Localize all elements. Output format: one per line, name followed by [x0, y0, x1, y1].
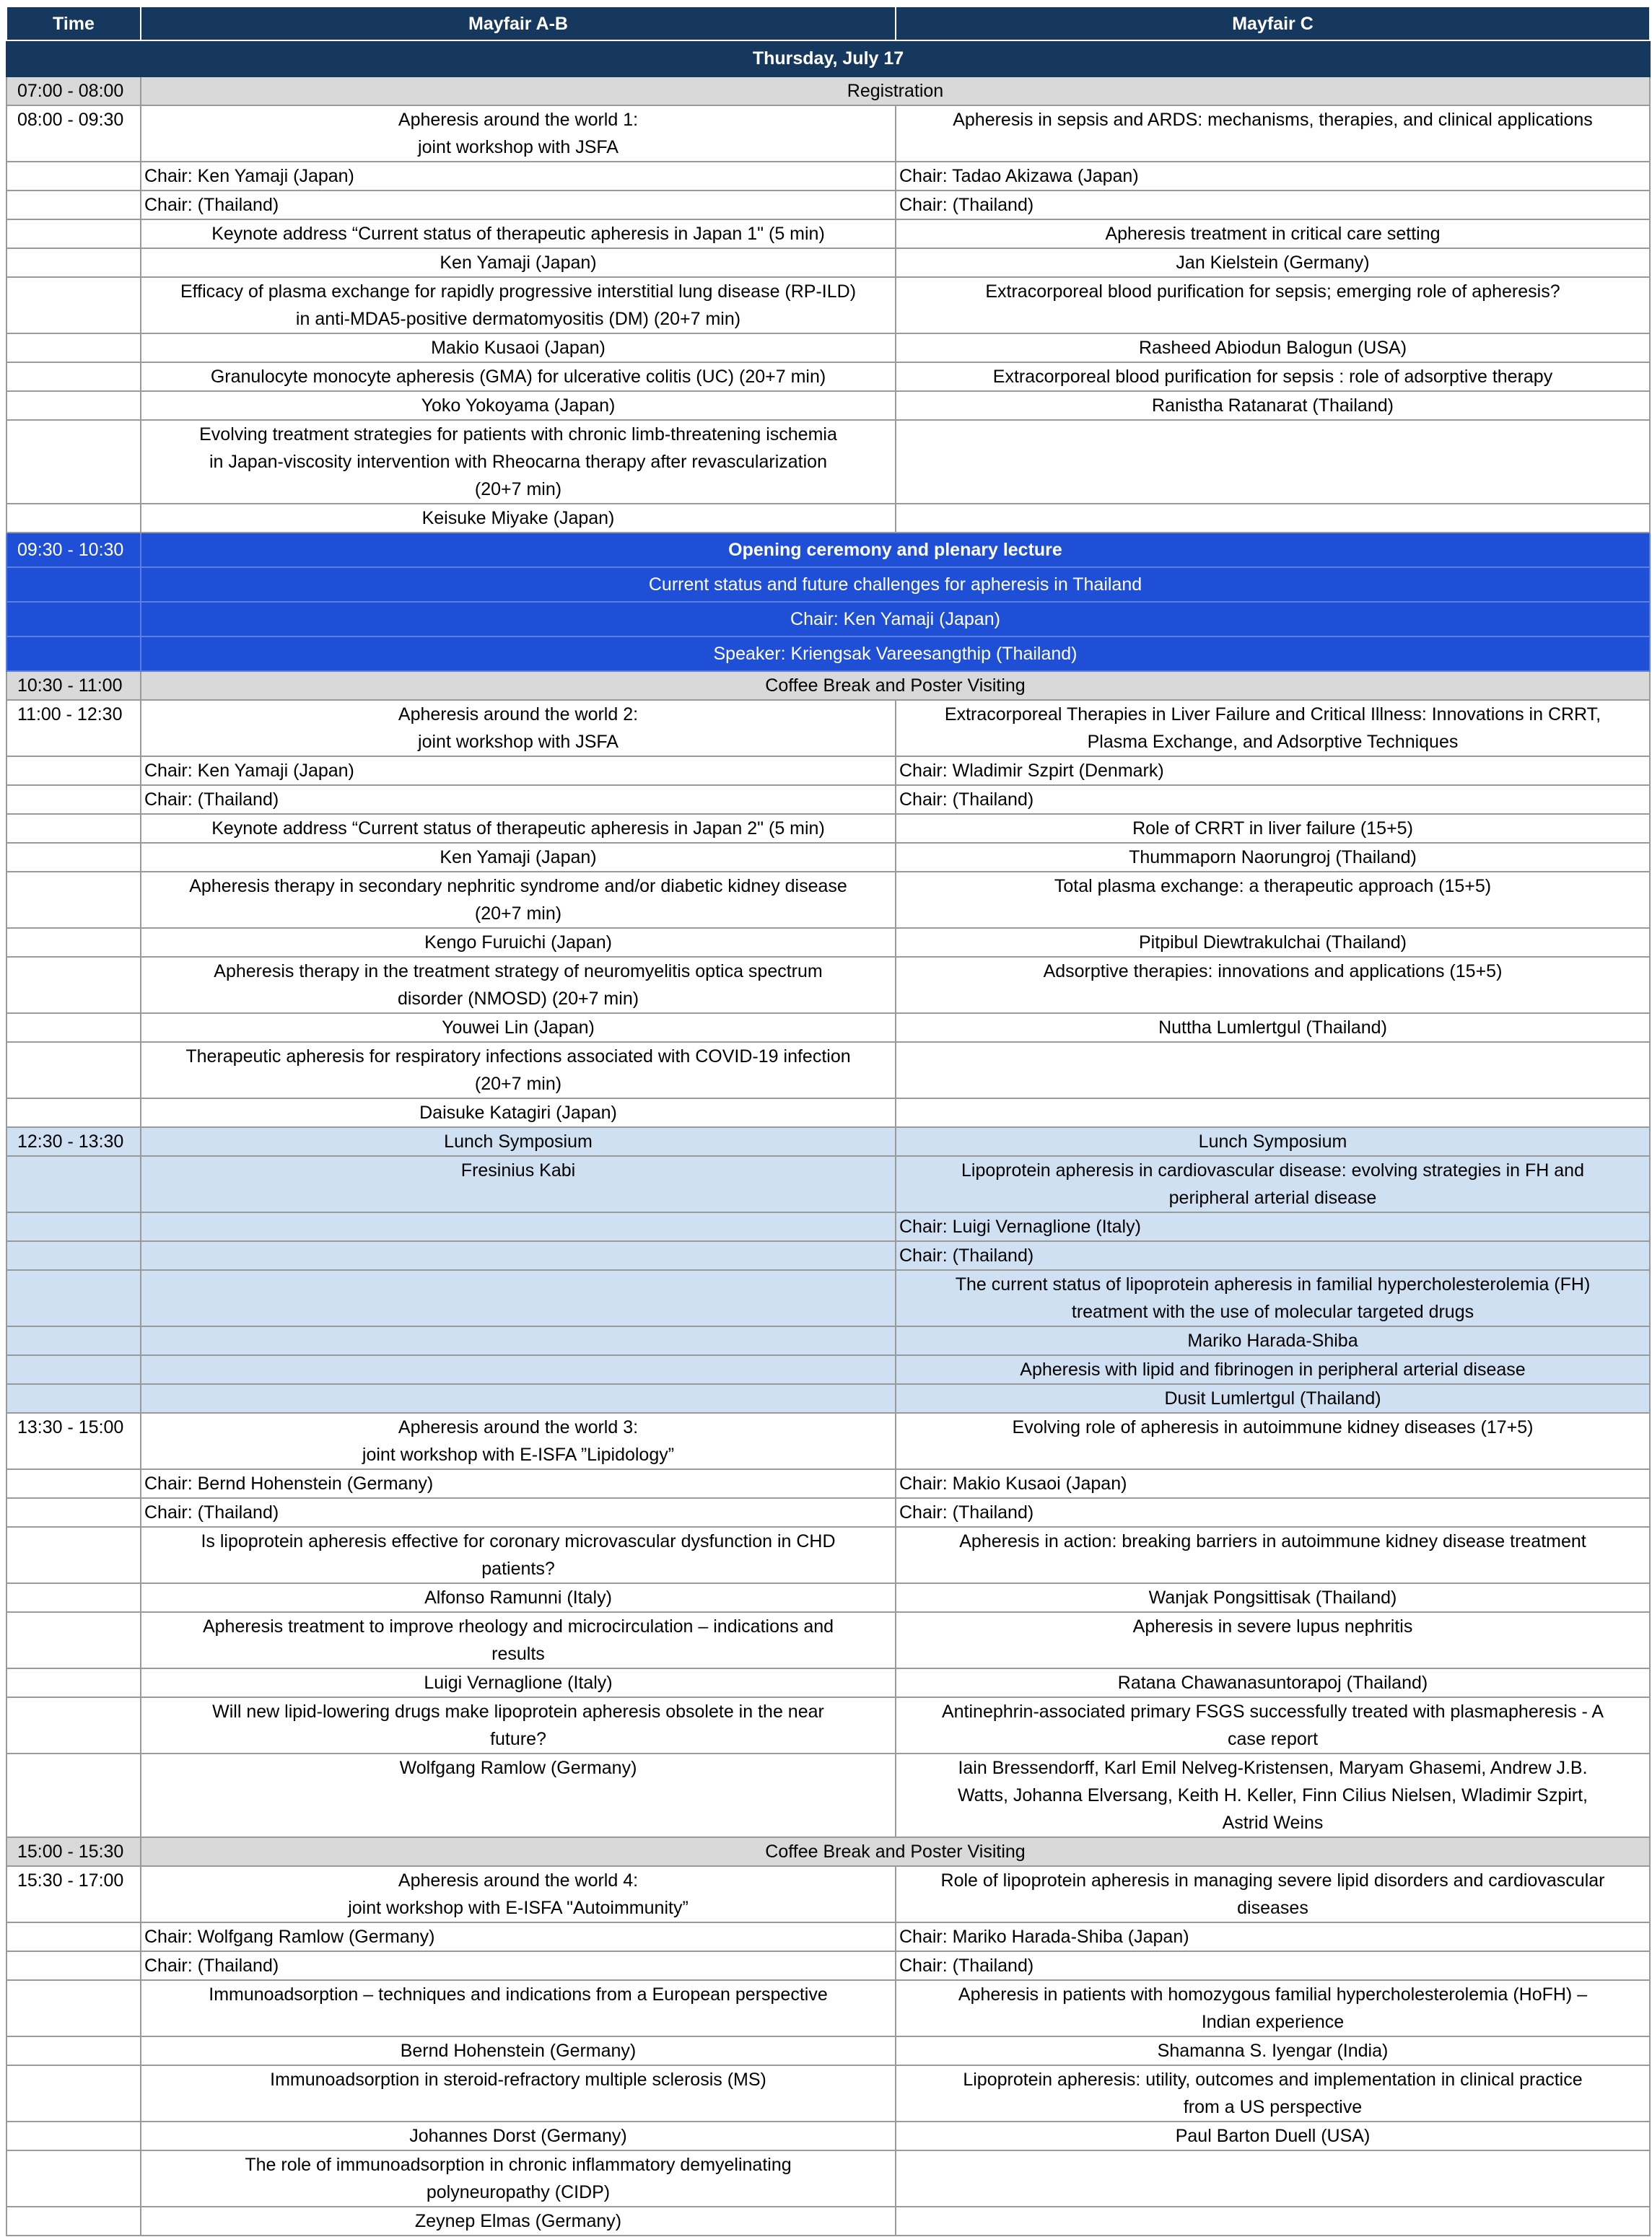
program-item-ab: Keynote address “Current status of therapeutic apheresis in Japan 2" (5 min) — [141, 814, 896, 843]
program-item-ab: Therapeutic apheresis for respiratory infections associated with COVID-19 infection (20+7 min) — [141, 1042, 896, 1098]
session-title-row — [6, 1866, 1650, 1922]
time-cell — [6, 567, 141, 602]
program-item-ab: Daisuke Katagiri (Japan) — [141, 1098, 896, 1127]
program-item-c: Chair: (Thailand) — [896, 1498, 1650, 1527]
time-cell: 12:30 - 13:30 — [6, 1127, 141, 1156]
program-row — [6, 1668, 1650, 1697]
program-item-c: The current status of lipoprotein apheresis in familial hypercholesterolemia (FH) treatment with the use of molecular targeted drugs — [896, 1270, 1650, 1326]
day-row — [6, 40, 1650, 76]
time-cell — [6, 872, 141, 928]
time-cell — [6, 636, 141, 671]
time-cell: 15:30 - 17:00 — [6, 1866, 141, 1922]
program-item-ab — [141, 1241, 896, 1270]
plenary-topic-row — [6, 567, 1650, 602]
program-item-c: Apheresis in patients with homozygous familial hypercholesterolemia (HoFH) – Indian experience — [896, 1980, 1650, 2036]
program-row — [6, 219, 1650, 248]
program-item-c: Role of CRRT in liver failure (15+5) — [896, 814, 1650, 843]
program-row — [6, 2036, 1650, 2065]
time-cell: 13:30 - 15:00 — [6, 1413, 141, 1469]
program-item-c: Adsorptive therapies: innovations and applications (15+5) — [896, 957, 1650, 1013]
time-cell: 11:00 - 12:30 — [6, 700, 141, 756]
program-item-ab: Chair: Ken Yamaji (Japan) — [141, 162, 896, 191]
session-title-c: Apheresis in sepsis and ARDS: mechanisms, therapies, and clinical applications — [896, 105, 1650, 162]
program-item-ab: Efficacy of plasma exchange for rapidly progressive interstitial lung disease (RP-ILD) in anti-MDA5-positive dermatomyositis (DM) (20+7 min) — [141, 277, 896, 333]
break-label: Coffee Break and Poster Visiting — [141, 671, 1650, 700]
program-row — [6, 248, 1650, 277]
program-item-c: Chair: (Thailand) — [896, 1241, 1650, 1270]
program-row — [6, 2207, 1650, 2236]
program-row — [6, 1355, 1650, 1384]
time-cell — [6, 1326, 141, 1355]
program-item-c: Chair: Luigi Vernaglione (Italy) — [896, 1212, 1650, 1241]
time-cell — [6, 928, 141, 957]
program-item-c — [896, 1042, 1650, 1098]
time-cell — [6, 785, 141, 814]
program-row — [6, 191, 1650, 219]
time-cell — [6, 1498, 141, 1527]
program-item-ab: Chair: Bernd Hohenstein (Germany) — [141, 1469, 896, 1498]
plenary-chair: Chair: Ken Yamaji (Japan) — [141, 602, 1650, 636]
time-cell — [6, 814, 141, 843]
time-cell — [6, 420, 141, 504]
program-row — [6, 1980, 1650, 2036]
time-cell: 08:00 - 09:30 — [6, 105, 141, 162]
time-cell — [6, 1469, 141, 1498]
program-item-c: Total plasma exchange: a therapeutic approach (15+5) — [896, 872, 1650, 928]
program-item-ab: The role of immunoadsorption in chronic inflammatory demyelinating polyneuropathy (CIDP) — [141, 2150, 896, 2207]
time-cell: 15:00 - 15:30 — [6, 1837, 141, 1866]
program-item-c: Thummaporn Naorungroj (Thailand) — [896, 843, 1650, 872]
time-cell — [6, 1980, 141, 2036]
time-cell — [6, 1384, 141, 1413]
time-cell — [6, 602, 141, 636]
program-item-ab: Keisuke Miyake (Japan) — [141, 504, 896, 533]
break-row — [6, 1837, 1650, 1866]
program-row — [6, 1527, 1650, 1583]
time-cell: 09:30 - 10:30 — [6, 533, 141, 567]
program-item-c: Extracorporeal blood purification for sepsis; emerging role of apheresis? — [896, 277, 1650, 333]
program-row — [6, 1583, 1650, 1612]
program-row — [6, 2150, 1650, 2207]
header-time: Time — [6, 6, 141, 40]
plenary-topic: Current status and future challenges for apheresis in Thailand — [141, 567, 1650, 602]
program-item-c: Jan Kielstein (Germany) — [896, 248, 1650, 277]
schedule-table — [6, 6, 1651, 2236]
time-cell — [6, 219, 141, 248]
program-row — [6, 957, 1650, 1013]
day-title: Thursday, July 17 — [6, 40, 1650, 76]
program-item-ab: Luigi Vernaglione (Italy) — [141, 1668, 896, 1697]
time-cell — [6, 756, 141, 785]
program-item-ab: Chair: Ken Yamaji (Japan) — [141, 756, 896, 785]
program-row — [6, 420, 1650, 504]
program-item-ab: Evolving treatment strategies for patients with chronic limb-threatening ischemia in Japan-viscosity intervention with Rheocarna therapy after revascularization (20+7 min) — [141, 420, 896, 504]
header-room-ab: Mayfair A-B — [141, 6, 896, 40]
time-cell — [6, 1270, 141, 1326]
header-row — [6, 6, 1650, 40]
time-cell: 10:30 - 11:00 — [6, 671, 141, 700]
program-item-c: Pitpibul Diewtrakulchai (Thailand) — [896, 928, 1650, 957]
program-item-c: Chair: Wladimir Szpirt (Denmark) — [896, 756, 1650, 785]
program-row — [6, 1612, 1650, 1668]
program-item-ab: Ken Yamaji (Japan) — [141, 843, 896, 872]
time-cell — [6, 333, 141, 362]
time-cell — [6, 2207, 141, 2236]
program-item-ab: Will new lipid-lowering drugs make lipoprotein apheresis obsolete in the near future? — [141, 1697, 896, 1754]
session-title-ab: Apheresis around the world 4: joint workshop with E-ISFA "Autoimmunity” — [141, 1866, 896, 1922]
program-row — [6, 333, 1650, 362]
session-title-ab: Apheresis around the world 2: joint workshop with JSFA — [141, 700, 896, 756]
program-item-c: Ratana Chawanasuntorapoj (Thailand) — [896, 1668, 1650, 1697]
program-item-ab — [141, 1355, 896, 1384]
program-row — [6, 928, 1650, 957]
program-item-ab: Is lipoprotein apheresis effective for coronary microvascular dysfunction in CHD patients? — [141, 1527, 896, 1583]
plenary-chair-row — [6, 602, 1650, 636]
program-row — [6, 391, 1650, 420]
plenary-title: Opening ceremony and plenary lecture — [141, 533, 1650, 567]
program-item-ab: Apheresis therapy in the treatment strategy of neuromyelitis optica spectrum disorder (NMOSD) (20+7 min) — [141, 957, 896, 1013]
program-item-ab — [141, 1384, 896, 1413]
time-cell — [6, 1013, 141, 1042]
program-item-ab — [141, 1270, 896, 1326]
break-row — [6, 671, 1650, 700]
program-item-c: Apheresis in action: breaking barriers in autoimmune kidney disease treatment — [896, 1527, 1650, 1583]
program-row — [6, 1042, 1650, 1098]
program-item-c: Extracorporeal blood purification for sepsis : role of adsorptive therapy — [896, 362, 1650, 391]
break-label: Coffee Break and Poster Visiting — [141, 1837, 1650, 1866]
program-item-ab: Yoko Yokoyama (Japan) — [141, 391, 896, 420]
program-row — [6, 872, 1650, 928]
session-title-row — [6, 1127, 1650, 1156]
program-item-c — [896, 504, 1650, 533]
program-row — [6, 1498, 1650, 1527]
program-row — [6, 1241, 1650, 1270]
session-title-row — [6, 105, 1650, 162]
program-item-c: Chair: (Thailand) — [896, 785, 1650, 814]
program-row — [6, 1098, 1650, 1127]
program-row — [6, 2122, 1650, 2150]
time-cell — [6, 2150, 141, 2207]
program-item-c: Chair: Tadao Akizawa (Japan) — [896, 162, 1650, 191]
session-title-c: Extracorporeal Therapies in Liver Failure and Critical Illness: Innovations in CRRT, Plasma Exchange, and Adsorptive Techniques — [896, 700, 1650, 756]
program-item-ab: Youwei Lin (Japan) — [141, 1013, 896, 1042]
program-row — [6, 1469, 1650, 1498]
time-cell: 07:00 - 08:00 — [6, 76, 141, 105]
time-cell — [6, 362, 141, 391]
program-item-ab: Alfonso Ramunni (Italy) — [141, 1583, 896, 1612]
session-title-c: Lunch Symposium — [896, 1127, 1650, 1156]
time-cell — [6, 391, 141, 420]
program-item-ab: Immunoadsorption in steroid-refractory multiple sclerosis (MS) — [141, 2065, 896, 2122]
time-cell — [6, 957, 141, 1013]
program-item-c: Apheresis with lipid and fibrinogen in peripheral arterial disease — [896, 1355, 1650, 1384]
program-row — [6, 1951, 1650, 1980]
program-item-c: Apheresis treatment in critical care setting — [896, 219, 1650, 248]
time-cell — [6, 1612, 141, 1668]
program-item-c: Mariko Harada-Shiba — [896, 1326, 1650, 1355]
program-row — [6, 1922, 1650, 1951]
program-item-ab: Bernd Hohenstein (Germany) — [141, 2036, 896, 2065]
header-room-c: Mayfair C — [896, 6, 1650, 40]
program-item-c: Ranistha Ratanarat (Thailand) — [896, 391, 1650, 420]
program-item-c: Nuttha Lumlertgul (Thailand) — [896, 1013, 1650, 1042]
program-item-ab: Johannes Dorst (Germany) — [141, 2122, 896, 2150]
program-row — [6, 1212, 1650, 1241]
program-row — [6, 1697, 1650, 1754]
program-row — [6, 362, 1650, 391]
program-item-c: Antinephrin-associated primary FSGS successfully treated with plasmapheresis - A case report — [896, 1697, 1650, 1754]
registration-row — [6, 76, 1650, 105]
program-item-c: Lipoprotein apheresis: utility, outcomes and implementation in clinical practice from a US perspective — [896, 2065, 1650, 2122]
program-item-c: Paul Barton Duell (USA) — [896, 2122, 1650, 2150]
time-cell — [6, 2036, 141, 2065]
registration-label: Registration — [141, 76, 1650, 105]
program-item-c: Wanjak Pongsittisak (Thailand) — [896, 1583, 1650, 1612]
plenary-speaker-row — [6, 636, 1650, 671]
session-title-ab: Apheresis around the world 3: joint workshop with E-ISFA ”Lipidology” — [141, 1413, 896, 1469]
program-item-c: Chair: (Thailand) — [896, 1951, 1650, 1980]
program-item-ab: Makio Kusaoi (Japan) — [141, 333, 896, 362]
program-item-c: Apheresis in severe lupus nephritis — [896, 1612, 1650, 1668]
time-cell — [6, 277, 141, 333]
program-row — [6, 1754, 1650, 1837]
program-item-c: Shamanna S. Iyengar (India) — [896, 2036, 1650, 2065]
time-cell — [6, 1922, 141, 1951]
program-item-c — [896, 1098, 1650, 1127]
program-item-ab: Chair: (Thailand) — [141, 191, 896, 219]
program-item-ab — [141, 1212, 896, 1241]
program-row — [6, 504, 1650, 533]
time-cell — [6, 1212, 141, 1241]
time-cell — [6, 1098, 141, 1127]
program-row — [6, 277, 1650, 333]
program-row — [6, 756, 1650, 785]
plenary-speaker: Speaker: Kriengsak Vareesangthip (Thailand) — [141, 636, 1650, 671]
time-cell — [6, 504, 141, 533]
time-cell — [6, 1754, 141, 1837]
program-row — [6, 1270, 1650, 1326]
time-cell — [6, 1042, 141, 1098]
program-item-ab: Chair: Wolfgang Ramlow (Germany) — [141, 1922, 896, 1951]
time-cell — [6, 162, 141, 191]
program-row — [6, 2065, 1650, 2122]
time-cell — [6, 1355, 141, 1384]
program-row — [6, 785, 1650, 814]
time-cell — [6, 1241, 141, 1270]
time-cell — [6, 843, 141, 872]
program-item-ab: Fresinius Kabi — [141, 1156, 896, 1212]
program-item-ab: Wolfgang Ramlow (Germany) — [141, 1754, 896, 1837]
session-title-ab: Lunch Symposium — [141, 1127, 896, 1156]
time-cell — [6, 1583, 141, 1612]
program-item-c: Rasheed Abiodun Balogun (USA) — [896, 333, 1650, 362]
session-title-row — [6, 1413, 1650, 1469]
program-item-c: Iain Bressendorff, Karl Emil Nelveg-Kristensen, Maryam Ghasemi, Andrew J.B. Watts, Johanna Elversang, Keith H. Keller, Finn Cilius Nielsen, Wladimir Szpirt, Astrid Weins — [896, 1754, 1650, 1837]
program-item-ab: Apheresis treatment to improve rheology and microcirculation – indications and results — [141, 1612, 896, 1668]
program-item-ab: Immunoadsorption – techniques and indications from a European perspective — [141, 1980, 896, 2036]
program-item-ab: Zeynep Elmas (Germany) — [141, 2207, 896, 2236]
program-item-ab: Chair: (Thailand) — [141, 785, 896, 814]
program-row — [6, 1013, 1650, 1042]
time-cell — [6, 1951, 141, 1980]
session-title-c: Evolving role of apheresis in autoimmune kidney diseases (17+5) — [896, 1413, 1650, 1469]
program-row — [6, 814, 1650, 843]
program-item-ab: Chair: (Thailand) — [141, 1951, 896, 1980]
time-cell — [6, 191, 141, 219]
program-row — [6, 1384, 1650, 1413]
time-cell — [6, 2122, 141, 2150]
program-row — [6, 1326, 1650, 1355]
program-row — [6, 843, 1650, 872]
program-item-ab: Ken Yamaji (Japan) — [141, 248, 896, 277]
session-title-c: Role of lipoprotein apheresis in managing severe lipid disorders and cardiovascular diseases — [896, 1866, 1650, 1922]
session-title-ab: Apheresis around the world 1: joint workshop with JSFA — [141, 105, 896, 162]
program-item-c: Chair: (Thailand) — [896, 191, 1650, 219]
program-item-c: Lipoprotein apheresis in cardiovascular disease: evolving strategies in FH and peripheral arterial disease — [896, 1156, 1650, 1212]
program-item-c: Chair: Makio Kusaoi (Japan) — [896, 1469, 1650, 1498]
program-item-c: Chair: Mariko Harada-Shiba (Japan) — [896, 1922, 1650, 1951]
program-item-c — [896, 2207, 1650, 2236]
time-cell — [6, 1527, 141, 1583]
program-item-c — [896, 420, 1650, 504]
program-item-c — [896, 2150, 1650, 2207]
program-row — [6, 162, 1650, 191]
program-item-ab — [141, 1326, 896, 1355]
program-item-ab: Granulocyte monocyte apheresis (GMA) for ulcerative colitis (UC) (20+7 min) — [141, 362, 896, 391]
time-cell — [6, 1668, 141, 1697]
program-item-ab: Chair: (Thailand) — [141, 1498, 896, 1527]
time-cell — [6, 1697, 141, 1754]
program-item-c: Dusit Lumlertgul (Thailand) — [896, 1384, 1650, 1413]
program-item-ab: Kengo Furuichi (Japan) — [141, 928, 896, 957]
program-row — [6, 1156, 1650, 1212]
plenary-row — [6, 533, 1650, 567]
time-cell — [6, 248, 141, 277]
time-cell — [6, 1156, 141, 1212]
program-item-ab: Apheresis therapy in secondary nephritic syndrome and/or diabetic kidney disease (20+7 min) — [141, 872, 896, 928]
time-cell — [6, 2065, 141, 2122]
session-title-row — [6, 700, 1650, 756]
program-item-ab: Keynote address “Current status of therapeutic apheresis in Japan 1" (5 min) — [141, 219, 896, 248]
